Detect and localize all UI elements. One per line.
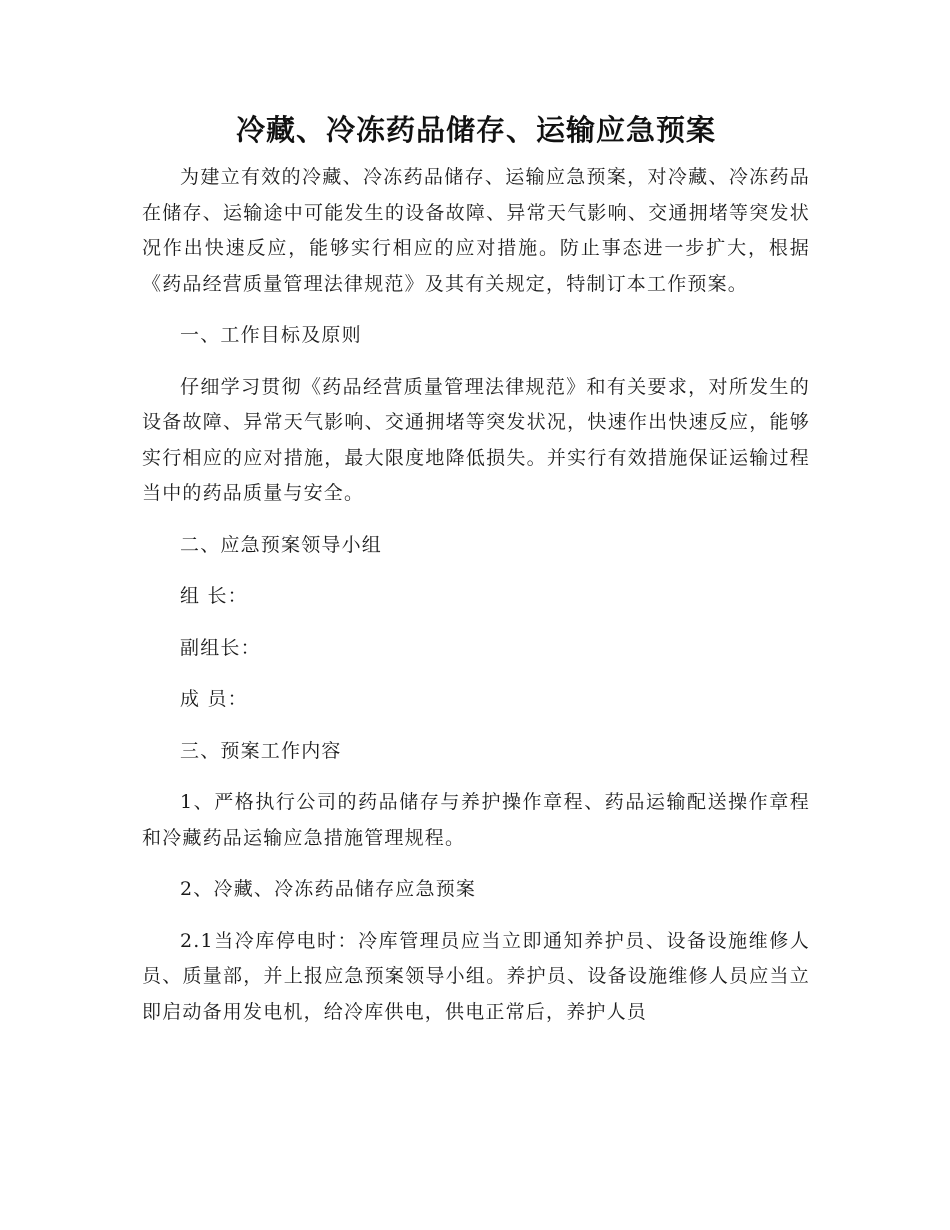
section-1-heading: 一、工作目标及原则 [180,324,362,346]
document-page [142,108,810,1030]
section-1-body: 仔细学习贯彻《药品经营质量管理法律规范》和有关要求，对所发生的设备故障、异常天气影响、交通拥堵等突发状况，快速作出快速反应，能够实行相应的应对措施，最大限度地降低损失。并实行有效措施保证运输过程当中的药品质量与安全。 [142,375,810,504]
intro-paragraph: 为建立有效的冷藏、冷冻药品储存、运输应急预案，对冷藏、冷冻药品在储存、运输途中可能发生的设备故障、异常天气影响、交通拥堵等突发状况作出快速反应，能够实行相应的应对措施。防止事态进一步扩大，根据《药品经营质量管理法律规范》及其有关规定，特制订本工作预案。 [142,166,810,295]
section-3-heading: 三、预案工作内容 [180,739,342,762]
section-2-heading: 二、应急预案领导小组 [180,533,383,556]
deputy-leader-label: 副组长： [180,636,261,659]
item-2-1-paragraph: 2.1当冷库停电时：冷库管理员应当立即通知养护员、设备设施维修人员、质量部，并上报应急预案领导小组。养护员、设备设施维修人员应当立即启动备用发电机，给冷库供电，供电正常后，养护人员 [142,929,810,1023]
document-title: 冷藏、冷冻药品储存、运输应急预案 [235,113,716,147]
member-label: 成 员： [180,688,248,710]
item-1-paragraph: 1、严格执行公司的药品储存与养护操作章程、药品运输配送操作章程和冷藏药品运输应急措施管理规程。 [142,791,810,849]
leader-label: 组 长： [180,585,248,607]
item-2-heading: 2、冷藏、冷冻药品储存应急预案 [180,878,477,900]
